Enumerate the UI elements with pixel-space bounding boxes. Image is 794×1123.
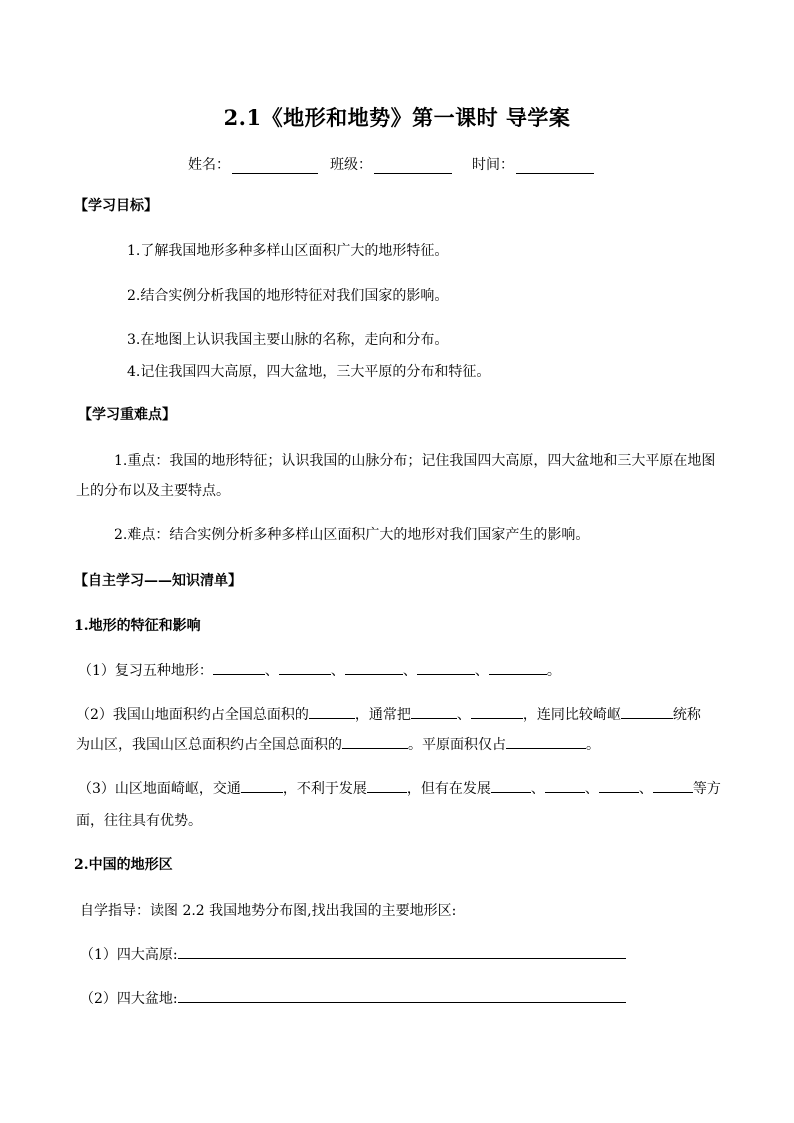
answer-blank[interactable] xyxy=(345,662,403,675)
answer-line[interactable] xyxy=(178,946,626,959)
answer-blank[interactable] xyxy=(367,780,407,793)
page-title: 2.1《地形和地势》第一课时 导学案 xyxy=(223,105,571,130)
question-2-line1 xyxy=(76,704,701,724)
q2-text: ，通常把 xyxy=(354,707,411,723)
objective-item: 1.了解我国地形多种多样山区面积广大的地形特征。 xyxy=(127,243,449,259)
q3-text: ，但有在发展 xyxy=(406,781,491,797)
answer-blank[interactable] xyxy=(411,706,457,719)
key-point-line: 1.重点：我国的地形特征；认识我国的山脉分布；记住我国四大高原，四大盆地和三大平原在地图 xyxy=(114,453,716,469)
answer-blank[interactable] xyxy=(309,706,355,719)
separator: 、 xyxy=(456,707,471,723)
section2-title: 2.中国的地形区 xyxy=(74,857,173,873)
answer-blank[interactable] xyxy=(279,662,331,675)
name-label: 姓名： xyxy=(188,157,230,173)
plateaus-label: （1）四大高原: xyxy=(80,947,178,963)
q2-text: （2）我国山地面积约占全国总面积的 xyxy=(76,707,309,723)
question-3-line2: 面，往往具有优势。 xyxy=(76,813,202,829)
separator: 、 xyxy=(638,781,653,797)
separator: 、 xyxy=(584,781,599,797)
question-1 xyxy=(78,660,561,680)
section1-title: 1.地形的特征和影响 xyxy=(74,618,201,634)
q3-text: ，不利于发展 xyxy=(282,781,367,797)
answer-blank[interactable] xyxy=(213,662,265,675)
self-study-heading: 【自主学习——知识清单】 xyxy=(74,573,242,589)
q1-prefix: （1）复习五种地形： xyxy=(78,663,213,679)
objective-item: 3.在地图上认识我国主要山脉的名称，走向和分布。 xyxy=(127,332,449,348)
answer-blank[interactable] xyxy=(471,706,523,719)
q2-text: 。平原面积仅占 xyxy=(408,737,506,753)
answer-blank[interactable] xyxy=(621,706,673,719)
q2-text: 统称 xyxy=(672,707,701,723)
plateaus-row xyxy=(80,944,626,964)
class-blank[interactable] xyxy=(374,159,452,174)
answer-blank[interactable] xyxy=(506,736,586,749)
basins-row xyxy=(80,988,626,1008)
q2-text: 为山区，我国山区总面积约占全国总面积的 xyxy=(76,737,342,753)
q3-text: 等方 xyxy=(692,781,721,797)
objective-item: 2.结合实例分析我国的地形特征对我们国家的影响。 xyxy=(127,288,449,304)
answer-blank[interactable] xyxy=(545,780,585,793)
answer-blank[interactable] xyxy=(489,662,547,675)
answer-blank[interactable] xyxy=(653,780,693,793)
question-3-line1 xyxy=(78,778,721,798)
separator: 、 xyxy=(330,663,345,679)
objectives-heading: 【学习目标】 xyxy=(74,198,158,214)
answer-blank[interactable] xyxy=(342,736,408,749)
time-blank[interactable] xyxy=(516,159,594,174)
period: 。 xyxy=(546,663,561,679)
period: 。 xyxy=(586,737,600,753)
question-2-line2 xyxy=(76,734,600,754)
student-info-row xyxy=(188,154,596,174)
basins-label: （2）四大盆地: xyxy=(80,991,178,1007)
answer-blank[interactable] xyxy=(417,662,475,675)
answer-line[interactable] xyxy=(178,990,626,1003)
time-label: 时间： xyxy=(472,157,514,173)
separator: 、 xyxy=(264,663,279,679)
objective-item: 4.记住我国四大高原，四大盆地，三大平原的分布和特征。 xyxy=(127,364,491,380)
key-points-heading: 【学习重难点】 xyxy=(78,407,176,423)
class-label: 班级： xyxy=(330,157,372,173)
name-blank[interactable] xyxy=(232,159,318,174)
study-guide: 自学指导：读图 2.2 我国地势分布图,找出我国的主要地形区: xyxy=(80,903,457,919)
separator: 、 xyxy=(530,781,545,797)
separator: 、 xyxy=(402,663,417,679)
q3-text: （3）山区地面崎岖，交通 xyxy=(78,781,241,797)
q2-text: ，连同比较崎岖 xyxy=(522,707,621,723)
answer-blank[interactable] xyxy=(491,780,531,793)
key-point-line: 上的分布以及主要特点。 xyxy=(76,483,230,499)
answer-blank[interactable] xyxy=(599,780,639,793)
separator: 、 xyxy=(474,663,489,679)
answer-blank[interactable] xyxy=(241,780,283,793)
key-point-line: 2.难点：结合实例分析多种多样山区面积广大的地形对我们国家产生的影响。 xyxy=(114,527,590,543)
